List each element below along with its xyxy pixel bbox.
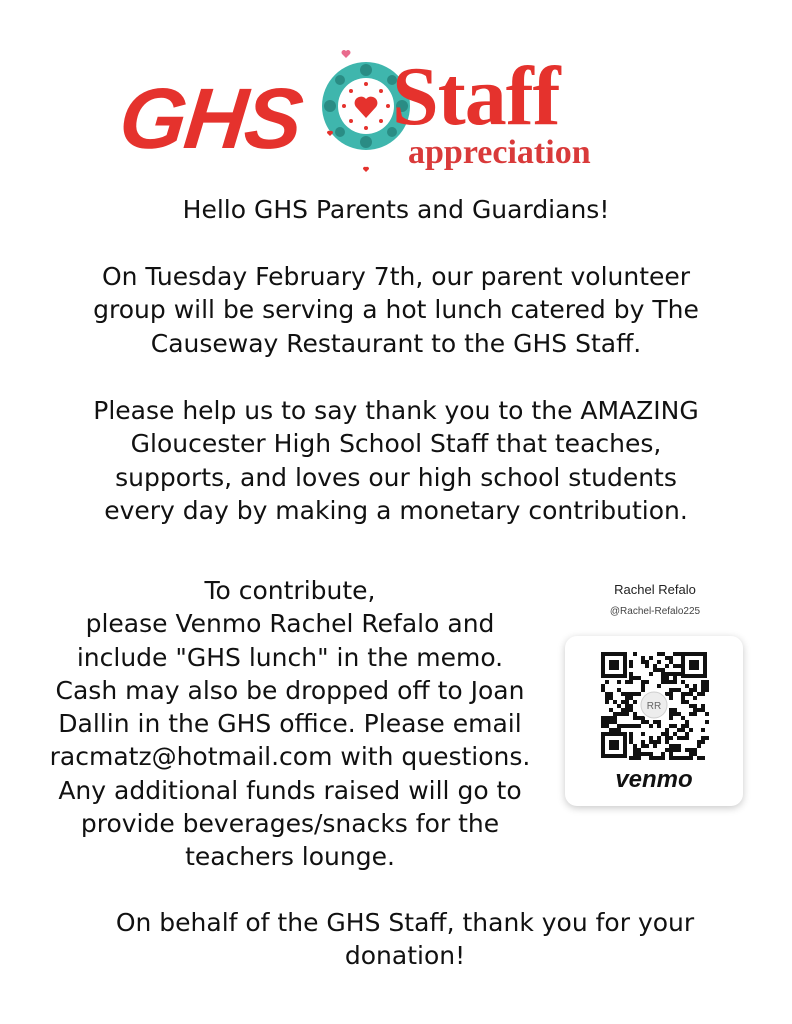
ghs-logo-text: GHS: [115, 71, 306, 167]
contribute-line: Any additional funds raised will go to: [58, 775, 522, 805]
contribute-line: To contribute,: [204, 576, 376, 605]
contribute-line: teachers lounge.: [185, 842, 395, 871]
contribute-line: include "GHS lunch" in the memo.: [76, 642, 504, 672]
ask-line: supports, and loves our high school students: [115, 462, 677, 492]
venmo-initials-avatar: RR: [646, 701, 662, 712]
contribute-line: please Venmo Rachel Refalo and: [85, 609, 495, 639]
contribute-line: Dallin in the GHS office. Please email: [58, 709, 522, 738]
staff-logo-text: Staff: [392, 50, 560, 143]
greeting: [60, 193, 732, 226]
ask-line: Gloucester High School Staff that teaches,: [130, 429, 662, 459]
venmo-account-handle: @Rachel-Refalo225: [609, 606, 701, 617]
venmo-logo: venmo: [615, 766, 693, 793]
qr-code-icon[interactable]: [599, 650, 709, 760]
intro-line: On Tuesday February 7th, our parent volunteer: [101, 262, 691, 291]
contribute-line: Cash may also be dropped off to Joan: [55, 675, 525, 705]
contribute-line: racmatz@hotmail.com with questions.: [49, 742, 531, 772]
venmo-account-name: Rachel Refalo: [614, 582, 696, 597]
ask-line: every day by making a monetary contribution.: [104, 495, 688, 525]
closing-line: donation!: [344, 941, 466, 971]
ask-line: Please help us to say thank you to the AMAZING: [93, 396, 699, 425]
intro-paragraph: [60, 260, 732, 360]
closing-message: [90, 906, 720, 973]
thank-you-paragraph: [60, 394, 732, 527]
contribute-instructions: [30, 574, 550, 873]
contribute-line: provide beverages/snacks for the: [80, 808, 500, 838]
closing-line: On behalf of the GHS Staff, thank you for your: [115, 908, 695, 937]
venmo-qr-card[interactable]: [565, 636, 743, 806]
intro-line: group will be serving a hot lunch catered by The: [93, 295, 699, 325]
greeting-line: Hello GHS Parents and Guardians!: [182, 195, 610, 224]
staff-appreciation-header: [0, 30, 792, 180]
appreciation-logo-text: appreciation: [408, 134, 591, 171]
intro-line: Causeway Restaurant to the GHS Staff.: [150, 328, 642, 358]
